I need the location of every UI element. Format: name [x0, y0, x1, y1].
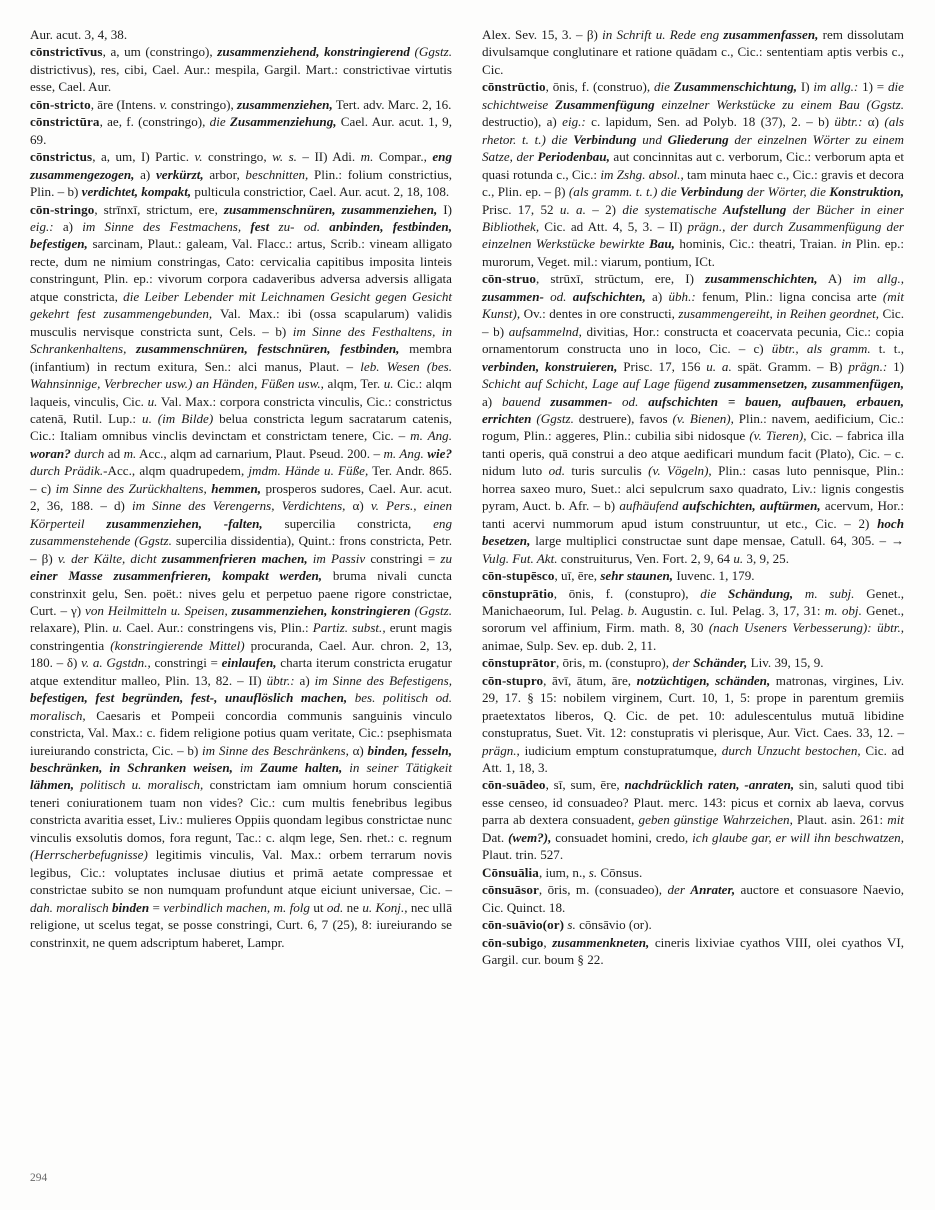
entry-continuation: Aur. acut. 3, 4, 38. [30, 27, 128, 42]
dictionary-entry: cōn-stringo, strīnxī, strictum, ere, zusammenschnüren, zusammenziehen, I) eig.: a) im Sinne des Festmachens, fest zu- od. anbinden, festbinden, befestigen, sarcinam, Plaut.: galeam, Val. Flacc.: artus, Scrib.: vineam alligato recte, dum ne nimium constringas, Cato: cervicalia capitibus imposita linteis constringunt, Plin. ep.: vivorum corpora cadaveribus adversa adversis alligata atque constricta, die Leiber Lebender mit Leichnamen Gesicht gegen Gesicht gekehrt fest zusammengebunden, Val. Max.: ibi (ossa scapularum) validis musculis nervisque constricta sunt, Cels. – b) im Sinne des Festhaltens, in Schrankenhaltens, zusammenschnüren, festschnüren, festbinden, membra (infantium) in rectum exitura, Sen.: alci manus, Plaut. – leb. Wesen (bes. Wahnsinnige, Verbrecher usw.) an Händen, Füßen usw., alqm, Ter. u. Cic.: alqm laqueis, vinculis, Cic. u. Val. Max.: corpora constricta vinculis, Cic.: constrictus catenā, Rutil. Lup.: u. (im Bilde) belua constricta legum sacratarum catenis, Cic.: Italiam omnibus vinclis devinctam et constrictam tenere, Cic. – m. Ang. woran? durch ad m. Acc., alqm ad carnarium, Plaut. Pseud. 200. – m. Ang. wie? durch Prädik.-Acc., alqm quadrupedem, jmdm. Hände u. Füße, Ter. Andr. 865. – c) im Sinne des Zurückhaltens, hemmen, prosperos sudores, Cael. Aur. acut. 2, 36, 188. – d) im Sinne des Verengerns, Verdichtens, α) v. Pers., einen Körperteil zusammenziehen, -falten, supercilia constricta, eng zusammenstehende (Ggstz. supercilia dissidentia), Quint.: frons constricta, Petr. – β) v. der Kälte, dicht zusammenfrieren machen, im Passiv constringi = zu einer Masse zusammenfrieren, kompakt werden, bruma nivali cuncta constrinxit gelu, Sen. poët.: nives gelu et perpetuo paene rigore constrictae, Curt. – γ) von Heilmitteln u. Speisen, zusammenziehen, konstringieren (Ggstz. relaxare), Plin. u. Cael. Aur.: constringens vis, Plin.: Partiz. subst., erunt magis constringentia (konstringierende Mittel) procuranda, Cael. Aur. chron. 2, 13, 180. – δ) v. a. Ggstdn., constringi = einlaufen, charta iterum constricta erugatur atque extenditur malleo, Plin. 13, 82. – II) übtr.: a) im Sinne des Befestigens, befestigen, fest begründen, fest-, unauflöslich machen, bes. politisch od. moralisch, Caesaris et Pompeii concordia communis sanguinis vinculo constricta, Val. Max.: c. fidem religione potius quam veritate, Cic.: psephismata iureiurando constricta, Cic. – b) im Sinne des Beschränkens, α) binden, fesseln, beschränken, in Schranken weisen, im Zaume halten, in seiner Tätigkeit lähmen, politisch u. moralisch, constrictam iam omnium horum conscientiā teneri coniurationem tuam non vides? Cic.: cum multis fenebribus legibus constricta avaritia esset, Liv.: mulieres Oppiis quondam legibus constrictae nunc vinculis exsolutis domos, fora regunt, Tac.: c. alqm lege, Sen. rhet.: c. regnum (Herrscherbefugnisse) legitimis vinculis, Val. Max.: orbem terrarum novis legibus, Cic.: voluptates inclusae diutius et primā aetate compressae et constrictae subito se non numquam profundunt atque eiciunt universae, Cic. – dah. moralisch binden = verbindlich machen, m. folg ut od. ne u. Konj., nec ullā religione, ut scelus tegat, se posse constringi, Curt. 6, 7 (25), 8: iureiurando se constrinxit, ne quem adscriptum haberet, Lampr. [30, 201, 453, 950]
entry-continuation: Alex. Sev. 15, 3. – β) in Schrift u. Rede eng zusammenfassen, rem dissolutam divulsamque conglutinare et ratione quādam c., Cic.: sententiam aptis verbis c., Cic. [482, 27, 904, 77]
dictionary-entry: cōnstrūctio, ōnis, f. (construo), die Zusammenschichtung, I) im allg.: 1) = die schichtweise Zusammenfügung einzelner Werkstücke zu einem Bau (Ggstz. destructio), a) eig.: c. lapidum, Sen. ad Polyb. 18 (37), 2. – b) übtr.: α) (als rhetor. t. t.) die Verbindung und Gliederung der einzelnen Wörter zu einem Satze, der Periodenbau, aut concinnitas aut c. verborum, Cic.: verborum apta et quasi rotunda c., Cic.: im Zshg. absol., tam minuta haec c., Cic.: gravis et decora c., Plin. ep. – β) (als gramm. t. t.) die Verbindung der Wörter, die Konstruktion, Prisc. 17, 52 u. a. – 2) die systematische Aufstellung der Bücher in einer Bibliothek, Cic. ad Att. 4, 5, 3. – II) prägn., der durch Zusammenfügung der einzelnen Werkstücke bewirkte Bau, hominis, Cic.: theatri, Traian. in Plin. ep.: murorum, Veget. mil.: viarum, pontium, ICt. [482, 79, 905, 269]
right-column [482, 26, 904, 1151]
dictionary-entry: cōnstuprātio, ōnis, f. (constupro), die Schändung, m. subj. Genet., Manichaeorum, Iul. Pelag. b. Augustin. c. Iul. Pelag. 3, 17, 31: m. obj. Genet., sororum vel affinium, Firm. math. 8, 30 (nach Useners Verbesserung): übtr., animae, Sulp. Sev. ep. dub. 2, 11. [482, 585, 905, 653]
left-column [30, 26, 452, 1151]
dictionary-entry: cōn-subigo, zusammenkneten, cineris lixiviae cyathos VIII, olei cyathos VI, Gargil. cur. boum § 22. [482, 934, 905, 968]
dictionary-entry: Cōnsuālia, ium, n., s. Cōnsus. [482, 864, 643, 880]
dictionary-entry: cōn-stupēsco, uī, ēre, sehr staunen, Iuvenc. 1, 179. [482, 568, 755, 584]
dictionary-entry: cōnstuprātor, ōris, m. (constupro), der Schänder, Liv. 39, 15, 9. [482, 655, 824, 671]
dictionary-entry: cōnstrictūra, ae, f. (constringo), die Zusammenziehung, Cael. Aur. acut. 1, 9, 69. [30, 114, 453, 147]
dictionary-entry: cōn-struo, strūxī, strūctum, ere, I) zusammenschichten, A) im allg., zusammen- od. aufschichten, a) übh.: fenum, Plin.: ligna concisa arte (mit Kunst), Ov.: dentes in ore constructi, zusammengereiht, in Reihen geordnet, Cic. – b) aufsammelnd, divitias, Hor.: constructa et coacervata pecunia, Cic.: copia ornamentorum constructa uno in loco, Cic. – c) übtr., als gramm. t. t., verbinden, konstruieren, Prisc. 17, 156 u. a. spät. Gramm. – B) prägn.: 1) Schicht auf Schicht, Lage auf Lage fügend zusammensetzen, zusammenfügen, a) bauend zusammen- od. aufschichten = bauen, aufbauen, erbauen, errichten (Ggstz. destruere), favos (v. Bienen), Plin.: navem, aedificium, Cic.: rogum, Plin.: aggeres, Plin.: cubilia sibi nidosque (v. Tieren), Cic. – fabrica illa tanti operis, quā construi a deo atque aedificari mundum facit (Plato), Cic. – c. nidum luto od. turis surculis (v. Vögeln), Plin.: casas luto pennisque, Plin.: horrea saxeo muro, Suet.: alci sepulcrum saxo quadrato, Liv.: lignis congestis pyram, Auct. b. Afr. – b) aufhäufend aufschichten, auftürmen, acervum, Hor.: tanti acervi nummorum apud istum construuntur, ut etc., Cic. – 2) hoch besetzen, large multiplici constructae sunt dape mensae, Catull. 64, 305. – → Vulg. Fut. Akt. construiturus, Ven. Fort. 2, 9, 64 u. 3, 9, 25. [482, 271, 905, 566]
dictionary-entry: cōn-suāvio(or) s. cōnsāvio (or). [482, 917, 652, 933]
dictionary-entry: cōn-stricto, āre (Intens. v. constringo), zusammenziehen, Tert. adv. Marc. 2, 16. [30, 96, 452, 112]
dictionary-entry: cōnstrictus, a, um, I) Partic. v. constringo, w. s. – II) Adi. m. Compar., eng zusammengezogen, a) verkürzt, arbor, beschnitten, Plin.: folium constrictius, Plin. – b) verdichtet, kompakt, pulticula constrictior, Cael. Aur. acut. 2, 18, 108. [30, 149, 452, 200]
dictionary-entry: cōn-suādeo, sī, sum, ēre, nachdrücklich raten, -anraten, sin, saluti quod tibi esse censeo, id consuadeo? Plaut. merc. 143: picus et cornix ab laeva, corvus parra ab dextera consuadent, geben günstige Wahrzeichen, Plaut. asin. 261: mit Dat. (wem?), consuadet homini, credo, ich glaube gar, er will ihn beschwatzen, Plaut. trin. 527. [482, 777, 905, 863]
dictionary-entry: cōnstrictīvus, a, um (constringo), zusammenziehend, konstringierend (Ggstz. districtivus), res, cibi, Cael. Aur.: mespila, Gargil. Mart.: constrictivae virtutis esse, Cael. Aur. [30, 44, 452, 95]
dictionary-entry: cōn-stupro, āvī, ātum, āre, notzüchtigen, schänden, matronas, virgines, Liv. 29, 17. § 15: nobilem virginem, Curt. 10, 1, 5: prope in parentum gremiis praetextatos liberos, Q. Cic. de pet. 10: adulescentulus mutuā libidine constupratus, Suet. Vit. 12: constupratis vi plerisque, Aur. Vict. Caes. 33, 12. – prägn., iudicium emptum constupratumque, durch Unzucht bestochen, Cic. ad Att. 1, 18, 3. [482, 672, 904, 776]
two-column-body [30, 26, 905, 1151]
dictionary-entry: cōnsuāsor, ōris, m. (consuadeo), der Anrater, auctore et consuasore Naevio, Cic. Quinct. 18. [482, 882, 905, 915]
page-number: 294 [30, 1172, 48, 1184]
